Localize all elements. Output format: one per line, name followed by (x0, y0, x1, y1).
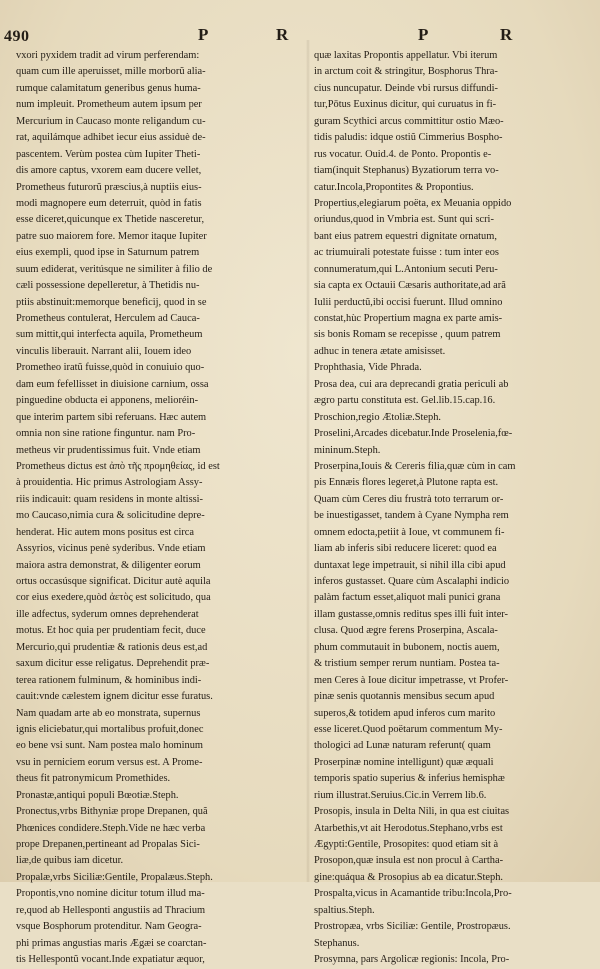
text-line: sia capta ex Octauii Cæsaris authoritate,ad arã (314, 280, 506, 292)
text-line: rumque calamitatum generibus genus huma- (16, 82, 201, 94)
text-line: sum mittit,qui interfecta aquila, Prometheum (16, 329, 203, 341)
text-line: à prouidentia. Hic primus Astrologiam Assy- (16, 477, 203, 489)
text-line: Prometheo iratũ fuisse,quòd in conuiuio quo- (16, 362, 205, 374)
text-line: num impleuit. Prometheum autem ipsum per (16, 99, 202, 111)
text-line: ptiis abstinuit:memorque beneficij, quod in se (16, 296, 207, 308)
text-line: henderat. Hic autem mons positus est circa (16, 526, 195, 538)
text-line: Ægypti:Gentile, Prosopites: quod etiam sit à (314, 839, 499, 850)
text-line: riis indicauit: quam residens in monte altissi- (16, 493, 204, 505)
text-line: tidis paludis: idque ostiũ Cimmerius Bospho- (314, 132, 503, 144)
column-gutter (306, 40, 310, 882)
text-line: Proselini,Arcades dicebatur.Inde Proselenia,fœ- (314, 428, 513, 440)
text-line: Atarbethis,vt ait Herodotus.Stephano,vrbs est (314, 822, 503, 834)
text-line: Prometheus contulerat, Herculem ad Cauca- (16, 313, 200, 324)
text-line: dam eum fefellisset in diuisione carnium, ossa (16, 378, 209, 390)
text-line: Prospalta,vicus in Acamantide tribu:Incola,Pro- (314, 888, 512, 900)
text-line: phum commutauit in bubonem, noctis auem, (314, 641, 500, 653)
text-line: eius exempli, quod ipse in Saturnum patrem (16, 247, 200, 259)
text-line: liam ab inferis sibi reducere liceret: quod ea (314, 543, 497, 555)
text-line: duntaxat lege impetrauit, si nihil illa cibi apud (314, 559, 506, 571)
text-line: tiam(inquit Stephanus) Byzatiorum terra vo- (314, 165, 499, 177)
running-head-letter: P (418, 25, 431, 44)
text-line: motus. Et hoc quia per prudentiam fecit, duce (16, 625, 206, 637)
text-line: modi magnopere eum deterruit, quòd in fatis (16, 197, 202, 209)
text-line: ægro partu constituta est. Gel.lib.15.cap.16. (314, 395, 496, 407)
text-line: oriundus,quod in Vmbria est. Sunt qui scri- (314, 214, 494, 226)
text-line: suum ediderat, veritúsque ne similiter à filio de (16, 263, 213, 275)
text-line: pinæ senis quotannis mensibus secum apud (314, 691, 495, 703)
text-line: adhuc in tenera ætate amisisset. (314, 345, 446, 357)
text-line: eo bene vsi sunt. Nam postea malo hominum (16, 740, 204, 752)
text-line: cæli possessione depelleretur, à Thetidis nu- (16, 280, 200, 292)
text-line: men Ceres à Ioue dicitur impetrasse, vt Profer- (314, 674, 509, 686)
text-line: Prometheus dictus est ἀπὸ τῆς προμηθείας, id est (16, 460, 220, 472)
text-line: mo Caucaso,nimia cura & solicitudine depre- (16, 510, 205, 522)
text-line: Nam quadam arte ab eo monstrata, supernus (16, 707, 201, 719)
text-line: ignis eliciebatur,qui mortalibus profuit,donec (16, 723, 204, 735)
text-line: que interim partem sibi referuans. Hæc autem (16, 411, 207, 423)
text-line: Propertius,elegiarum poëta, ex Meuania oppido (314, 197, 512, 209)
text-line: quæ laxitas Propontis appellatur. Vbi iterum (314, 50, 498, 61)
running-head-letter: R (276, 25, 291, 44)
text-line: Propontis,vno nomine dicitur totum illud ma- (16, 888, 205, 900)
text-line: pis Ennæis flores legeret,à Plutone rapta est. (314, 477, 499, 489)
text-line: omnia non sine ratione finguntur. nam Pro- (16, 428, 196, 440)
text-line: cor eius exedere,quòd ἀετὸς est solicitudo, qua (16, 592, 211, 604)
text-line: bant eius patrem equestri dignitate ornatum, (314, 230, 497, 242)
text-line: rat, aquilámque adhibet iecur eius assiduè de- (16, 132, 206, 144)
text-line: esse liceret.Quod poëtarum commentum My- (314, 723, 503, 735)
text-line: Prosa dea, cui ara deprecandi gratia periculi ab (314, 378, 509, 390)
text-line: Assyrios, vicinus penè syderibus. Vnde etiam (16, 543, 206, 555)
text-line: terea rationem fulminum, & hominibus indi- (16, 674, 202, 686)
text-line: ortus occasúsque significat. Dicitur autè aquila (16, 576, 211, 587)
text-line: guram Scythici arcus committitur ostio Mæo- (314, 115, 504, 127)
text-line: temporis spatio superius & inferius hemisphæ (314, 773, 505, 785)
text-line: Phœnices condidere.Steph.Vide ne hæc verba (16, 822, 206, 834)
text-line: vsu in perniciem eorum versus est. A Prome- (16, 756, 203, 768)
text-line: pinguedine obducta ei apponens, melioréin- (16, 395, 199, 407)
right-text-column (314, 48, 598, 969)
text-line: quam cum ille aperuisset, mille morborũ alia- (16, 66, 206, 78)
text-line: thologici ad Lunæ naturam referunt( quam (314, 740, 491, 752)
text-line: be inuestigasset, tandem à Cyane Nympha rem (314, 510, 509, 522)
text-line: tis Hellespontũ vocant.Inde expatiatur æquor, (16, 954, 205, 966)
text-line: patre suo maiorem fore. Memor itaque Iupiter (16, 230, 207, 242)
text-line: Quam cùm Ceres diu frustrà toto terrarum or- (314, 493, 504, 505)
text-line: Mercurio,qui prudentiæ & rationis deus est,ad (16, 641, 208, 653)
text-line: cius nuncupatur. Deinde vbi rursus diffundi- (314, 82, 498, 94)
text-line: clusa. Quod ægre ferens Proserpina, Ascala- (314, 625, 498, 637)
text-line: Prostropæa, vrbs Siciliæ: Gentile, Prostropæus. (314, 921, 511, 933)
text-line: dis amore captus, vxorem eam ducere vellet, (16, 165, 202, 177)
text-line: theus fit patronymicum Promethides. (16, 773, 171, 785)
left-text-column (16, 48, 306, 969)
text-line: tur,Pōtus Euxinus dicitur, qui curuatus in fi- (314, 99, 497, 111)
text-line: illam gustasse,omnis reditus spes illi fuit inter- (314, 608, 509, 620)
text-line: ille adfectus, syderum omnes deprehenderat (16, 608, 199, 620)
text-line: omnem edocta,petiit à Ioue, vt communem fi- (314, 526, 505, 538)
text-line: Mercurium in Caucaso monte religandum cu- (16, 115, 206, 127)
page-number: 490 (4, 28, 30, 45)
text-line: liæ,de quibus iam dicetur. (16, 855, 124, 867)
text-line: sis bonis Romam se recepisse , quum patrem (314, 329, 501, 341)
text-line: Pronectus,vrbs Bithyniæ prope Drepanen, quã (16, 806, 208, 818)
text-line: vsque Bosphorum protenditur. Nam Geogra- (16, 921, 202, 933)
running-head-letter: R (500, 25, 515, 44)
text-line: rium illustrat.Seruius.Cic.in Verrem lib.6. (314, 789, 487, 801)
text-line: catur.Incola,Propontites & Propontius. (314, 181, 474, 193)
running-head-letter: P (198, 25, 211, 44)
text-line: Propalæ,vrbs Siciliæ:Gentile, Propalæus.Steph. (16, 871, 213, 883)
text-line: & tristium semper rerum nuntiam. Postea ta- (314, 658, 500, 670)
text-line: superos,& totidem apud inferos cum marito (314, 707, 496, 719)
text-line: Stephanus. (314, 937, 360, 949)
text-line: phi primas angustias maris Ægæi se coarctan- (16, 937, 207, 949)
text-line: Proschion,regio Ætoliæ.Steph. (314, 411, 441, 423)
text-line: Prometheus futurorũ præscius,à nuptiis eius- (16, 181, 202, 193)
text-line: ac triumuirali potestate fuisse : tum inter eos (314, 247, 499, 259)
text-line: cauit:vnde cælestem ignem dicitur esse furatus. (16, 691, 213, 703)
text-line: constat,hùc Propertium magna ex parte amis- (314, 313, 503, 324)
text-line: esse diceret,quicunque ex Thetide nasceretur, (16, 214, 205, 226)
text-line: Iulii perductũ,ibi occisi fuerunt. Illud omnino (314, 296, 503, 308)
text-line: vxori pyxidem tradit ad virum perferendam: (16, 50, 200, 61)
text-line: palàm factum esset,aliquot mali punici grana (314, 592, 501, 604)
text-line: saxum dicitur esse religatus. Deprehendit præ- (16, 658, 210, 670)
text-line: re,quod ab Hellesponti angustiis ad Thracium (16, 904, 206, 916)
text-line: Prosymna, pars Argolicæ regionis: Incola, Pro- (314, 954, 510, 966)
text-line: Pronastæ,antiqui populi Bœotiæ.Steph. (16, 789, 179, 801)
text-line: maiora astra demonstrat, & diligenter eorum (16, 559, 201, 571)
text-line: spaltius.Steph. (314, 904, 375, 916)
text-line: metheus vir prudentissimus fuit. Vnde etiam (16, 444, 201, 456)
text-line: prope Drepanen,pertineant ad Propalas Sici- (16, 839, 200, 850)
text-line: Prosopon,quæ insula est non procul à Cartha- (314, 855, 504, 867)
text-line: rus vocatur. Ouid.4. de Ponto. Propontis e- (314, 148, 492, 160)
text-line: connumeratum,qui L.Antonium secuti Peru- (314, 263, 498, 275)
text-line: vinculis liberauit. Narrant alii, Iouem ideo (16, 345, 192, 357)
text-line: Prophthasia, Vide Phrada. (314, 362, 422, 374)
text-line: Proserpina,Iouis & Cereris filia,quæ cùm in cam (314, 460, 516, 472)
text-line: gine:quáqua & Prosopius ab ea dicatur.Steph. (314, 871, 504, 883)
text-line: in arctum coit & stringitur, Bosphorus Thra- (314, 66, 498, 78)
text-line: Proserpinæ nomine intelligunt) quæ æquali (314, 756, 494, 768)
text-line: mininum.Steph. (314, 444, 381, 456)
text-line: inferos gustasset. Quare cùm Ascalaphi indicio (314, 576, 510, 587)
text-line: Prosopis, insula in Delta Nili, in qua est ciuitas (314, 806, 510, 818)
text-line: pascentem. Verùm postea cùm Iupiter Theti- (16, 148, 201, 160)
